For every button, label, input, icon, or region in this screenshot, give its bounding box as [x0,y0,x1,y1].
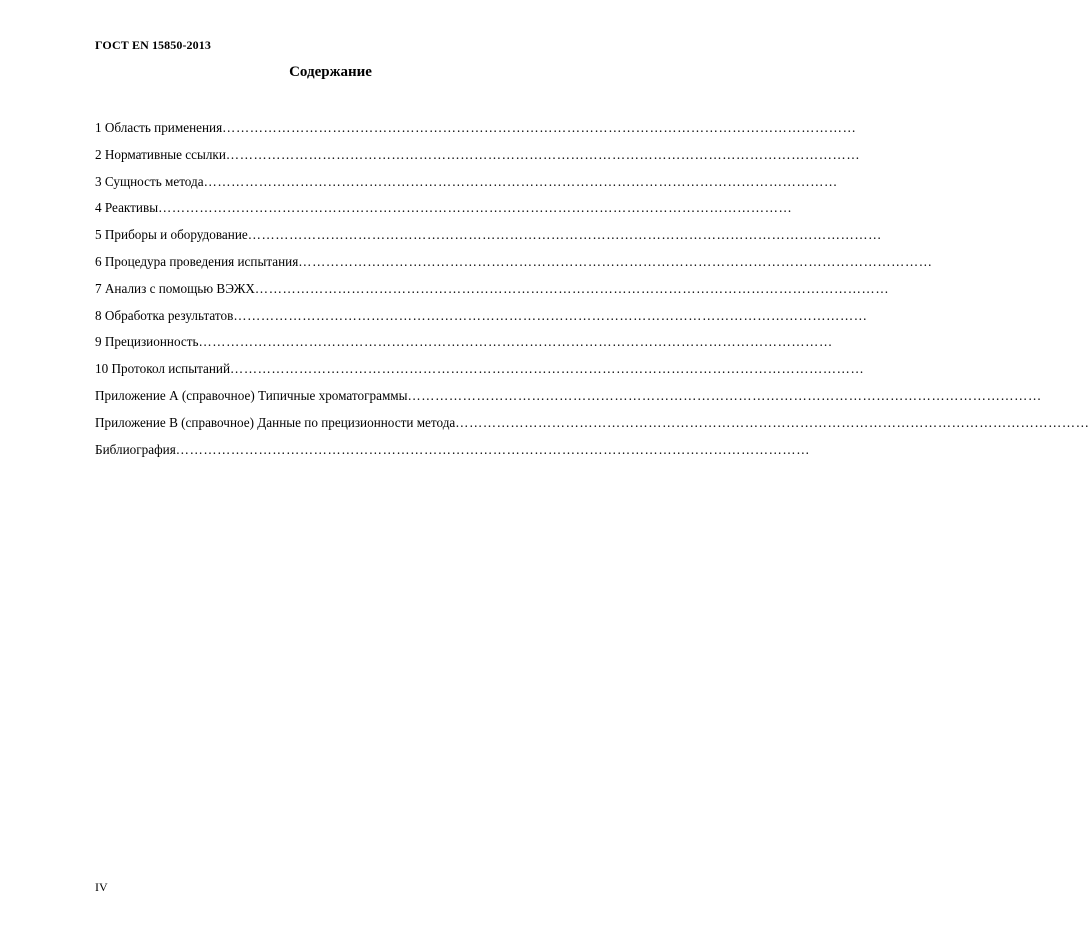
document-code: ГОСТ EN 15850-2013 [95,38,211,52]
toc-entry[interactable] [95,334,833,361]
toc-leader-dots: ………………………………………………………………………………………………………………………… [233,307,868,323]
toc-entry-text: 2 Нормативные ссылки [95,146,226,162]
toc-entry[interactable] [95,120,857,147]
toc-entry[interactable] [95,307,868,335]
toc-entry-text: Приложение А (справочное) Типичные хроматограммы [95,387,408,403]
toc-leader-dots: ………………………………………………………………………………………………………………………… [407,387,1042,403]
toc-entry-text: Библиография [95,441,176,457]
toc-leader-dots: ………………………………………………………………………………………………………………………… [230,361,865,377]
toc-leader-dots: ………………………………………………………………………………………………………………………… [198,334,833,350]
toc-list [95,120,1090,468]
toc-entry[interactable] [95,441,811,469]
toc-leader-dots: ………………………………………………………………………………………………………………………… [222,120,857,135]
toc-entry[interactable] [95,227,882,254]
toc-entry-text: Приложение В (справочное) Данные по прецизионности метода [95,414,456,430]
toc-title: Содержание [289,64,372,80]
toc-entry-text: 5 Приборы и оборудование [95,227,248,243]
toc-entry[interactable] [95,173,838,201]
toc-leader-dots: ………………………………………………………………………………………………………………………… [247,227,882,243]
toc-entry-text: 4 Реактивы [95,200,159,216]
toc-leader-dots: ………………………………………………………………………………………………………………………… [298,253,933,269]
toc-entry[interactable] [95,200,793,227]
toc-entry-text: 7 Анализ с помощью ВЭЖХ [95,280,255,296]
toc-leader-dots: ………………………………………………………………………………………………………………………… [225,146,861,162]
toc-entry-text: 3 Сущность метода [95,173,204,189]
toc-entry[interactable] [95,387,1042,415]
toc-entry-text: 9 Прецизионность [95,334,199,350]
toc-entry[interactable] [95,280,890,308]
toc-entry-text: 6 Процедура проведения испытания [95,253,299,269]
toc-entry[interactable] [95,414,1090,442]
toc-entry[interactable] [95,253,933,281]
page-number: IV [95,880,108,894]
toc-leader-dots: ………………………………………………………………………………………………………………………… [203,173,838,189]
toc-entry-text: 10 Протокол испытаний [95,361,231,377]
toc-leader-dots: ………………………………………………………………………………………………………………………… [254,280,890,296]
toc-entry[interactable] [95,361,865,388]
toc-entry-text: 8 Обработка результатов [95,307,234,323]
toc-leader-dots: ………………………………………………………………………………………………………………………… [455,414,1090,430]
toc-entry[interactable] [95,146,861,174]
toc-entry-text: 1 Область применения [95,120,223,135]
toc-leader-dots: ………………………………………………………………………………………………………………………… [175,441,811,457]
toc-leader-dots: ………………………………………………………………………………………………………………………… [158,200,793,216]
